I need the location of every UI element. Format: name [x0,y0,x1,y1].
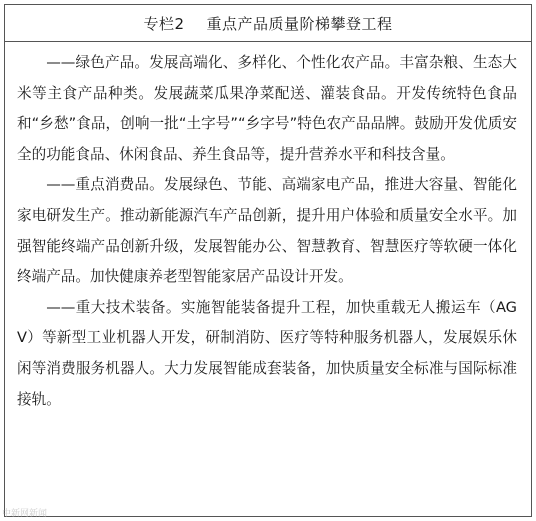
box-title: 重点产品质量阶梯攀登工程 [206,14,393,33]
box-header [5,5,531,42]
watermark: 中新网新闻 [2,509,48,519]
box-label: 专栏2 [143,14,185,33]
box-body [5,42,531,415]
paragraph-green-products: ——绿色产品。发展高端化、多样化、个性化农产品。丰富杂粮、生态大米等主食产品种类。发展蔬菜瓜果净菜配送、灌装食品。开发传统特色食品和“乡愁”食品，创响一批“土字号”“乡字号”特色农产品品牌。鼓励开发优质安全的功能食品、休闲食品、养生食品等，提升营养水平和科技含量。 [17,54,517,163]
feature-box [4,4,532,517]
paragraph-major-equipment: ——重大技术装备。实施智能装备提升工程，加快重载无人搬运车（AGV）等新型工业机器人开发，研制消防、医疗等特种服务机器人，发展娱乐休闲等消费服务机器人。大力发展智能成套装备，加快质量安全标准与国际标准接轨。 [17,298,517,408]
paragraph-key-consumer-goods: ——重点消费品。发展绿色、节能、高端家电产品，推进大容量、智能化家电研发生产。推动新能源汽车产品创新，提升用户体验和质量安全水平。加强智能终端产品创新升级，发展智能办公、智慧教育、智慧医疗等软硬一体化终端产品。加快健康养老型智能家居产品设计开发。 [17,176,517,286]
